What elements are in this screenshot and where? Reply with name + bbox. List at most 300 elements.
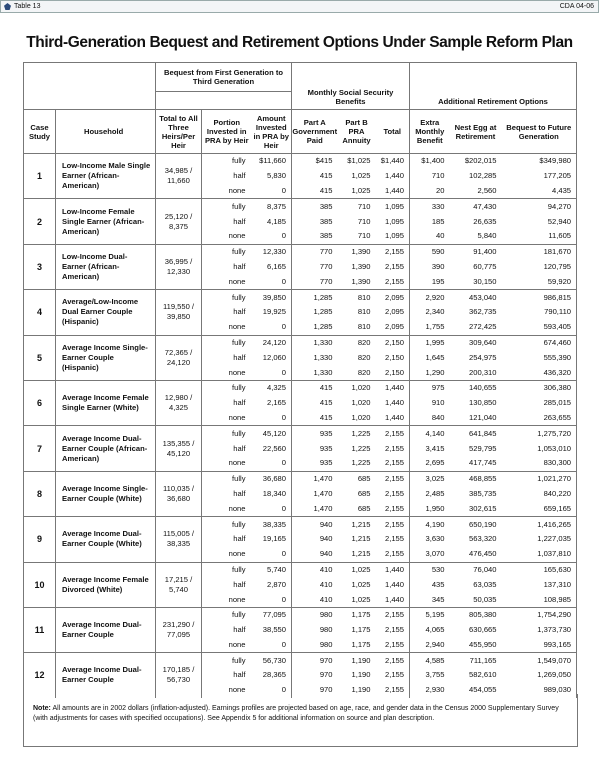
bequest-cell: 52,940 (502, 214, 577, 229)
portion-cell: none (228, 458, 246, 468)
part-b-cell: 820 (357, 352, 371, 362)
portion-cell: fully (202, 471, 252, 486)
amount-cell: 12,060 (252, 350, 292, 365)
bequest-cell: 181,670 (502, 244, 577, 259)
portion-cell: half (233, 625, 246, 635)
part-a-cell: 940 (319, 534, 333, 544)
part-b-cell: $1,025 (338, 154, 376, 169)
case-study-number: 4 (24, 290, 56, 335)
part-b-cell: 820 (338, 335, 376, 350)
bequest-cell: 840,220 (502, 487, 577, 502)
total-per-heir: 25,120 / 8,375 (156, 199, 202, 244)
header-household: Household (56, 110, 156, 154)
part-a-cell: 935 (292, 426, 338, 441)
bequest-cell: 263,655 (502, 411, 577, 426)
data-table-container (23, 62, 576, 698)
extra-cell: 2,340 (425, 307, 445, 317)
portion-cell: half (233, 352, 246, 362)
case-study-number: 9 (24, 517, 56, 562)
bequest-cell: 1,269,050 (502, 668, 577, 683)
amount-cell: 36,680 (252, 471, 292, 486)
bequest-cell: 11,605 (502, 229, 577, 244)
nest-egg-cell: 417,745 (469, 458, 497, 468)
portion-cell: none (228, 185, 246, 195)
portion-cell: none (228, 322, 246, 332)
amount-cell: 22,560 (252, 441, 292, 456)
amount-cell: 2,870 (252, 577, 292, 592)
amount-cell: 18,340 (252, 487, 292, 502)
table-row (24, 471, 577, 486)
part-b-cell: 1,175 (351, 639, 371, 649)
extra-cell: 330 (410, 199, 450, 214)
bequest-cell: 108,985 (502, 592, 577, 607)
nest-egg-cell: 362,735 (469, 307, 497, 317)
extra-cell: $1,400 (410, 154, 450, 169)
part-a-cell: 970 (319, 670, 333, 680)
extra-cell: 1,755 (425, 322, 445, 332)
extra-cell: 40 (436, 231, 445, 241)
amount-cell: 0 (252, 683, 292, 698)
table-row (24, 199, 577, 214)
portion-cell: fully (202, 244, 252, 259)
portion-cell: none (228, 685, 246, 695)
table-row (24, 380, 577, 395)
table-row (24, 607, 577, 622)
total-cell: 2,150 (376, 335, 410, 350)
amount-cell: 19,165 (252, 532, 292, 547)
amount-cell: 0 (252, 638, 292, 653)
portion-cell: half (233, 261, 246, 271)
part-b-cell: 1,390 (351, 276, 371, 286)
nest-egg-cell: 641,845 (450, 426, 502, 441)
nest-egg-cell: 302,615 (469, 503, 497, 513)
note-box (23, 694, 578, 747)
part-b-cell: 1,025 (351, 171, 371, 181)
extra-cell: 1,290 (425, 367, 445, 377)
case-study-number: 1 (24, 154, 56, 199)
extra-cell: 2,485 (425, 488, 445, 498)
nest-egg-cell: 121,040 (469, 412, 497, 422)
amount-cell: 0 (252, 229, 292, 244)
total-cell: 1,440 (376, 592, 410, 607)
part-b-cell: 1,025 (351, 594, 371, 604)
amount-cell: 5,740 (252, 562, 292, 577)
total-cell: 2,155 (376, 517, 410, 532)
extra-cell: 3,630 (425, 534, 445, 544)
portion-cell: fully (202, 154, 252, 169)
bequest-cell: 1,227,035 (502, 532, 577, 547)
household-label: Average Income Female Divorced (White) (56, 562, 156, 607)
nest-egg-cell: 476,450 (469, 549, 497, 559)
extra-cell: 840 (431, 412, 445, 422)
part-b-cell: 685 (357, 488, 371, 498)
part-b-cell: 1,215 (351, 549, 371, 559)
table-row (24, 517, 577, 532)
header-group-ss: Monthly Social Security Benefits (292, 63, 410, 110)
portion-cell: fully (202, 426, 252, 441)
extra-cell: 185 (431, 216, 445, 226)
extra-cell: 2,920 (410, 290, 450, 305)
nest-egg-cell: 91,400 (450, 244, 502, 259)
total-cell: 2,155 (376, 547, 410, 562)
extra-cell: 195 (431, 276, 445, 286)
portion-cell: fully (202, 653, 252, 668)
portion-cell: half (233, 171, 246, 181)
part-b-cell: 1,175 (338, 607, 376, 622)
table-body (24, 154, 577, 698)
extra-cell: 910 (431, 398, 445, 408)
portion-cell: none (228, 503, 246, 513)
note-text: All amounts are in 2002 dollars (inflation-adjusted). Earnings profiles are projected based on age, race, and gender data in the Census 2000 Supplementary Survey (with adjustments for cases with specified occupations). See Appendix 5 for additional information on source and plan description. (33, 705, 559, 722)
case-study-number: 10 (24, 562, 56, 607)
part-a-cell: 770 (319, 261, 333, 271)
bequest-cell: 1,037,810 (502, 547, 577, 562)
part-a-cell: 410 (319, 594, 333, 604)
total-cell: $1,440 (376, 154, 410, 169)
amount-cell: 39,850 (252, 290, 292, 305)
amount-cell: 8,375 (252, 199, 292, 214)
total-cell: 2,155 (376, 501, 410, 516)
header-extra-monthly: Extra Monthly Benefit (410, 110, 450, 154)
part-b-cell: 1,390 (338, 244, 376, 259)
bequest-cell: 4,435 (502, 184, 577, 199)
household-label: Low-Income Male Single Earner (African-American) (56, 154, 156, 199)
part-a-cell: 1,285 (313, 307, 333, 317)
portion-cell: half (233, 216, 246, 226)
portion-cell: fully (202, 199, 252, 214)
table-row (24, 653, 577, 668)
part-b-cell: 1,190 (351, 685, 371, 695)
bequest-cell: 1,021,270 (502, 471, 577, 486)
amount-cell: 38,550 (252, 623, 292, 638)
nest-egg-cell: 272,425 (469, 322, 497, 332)
extra-cell: 710 (431, 171, 445, 181)
part-a-cell: 415 (292, 380, 338, 395)
part-b-cell: 1,025 (338, 562, 376, 577)
nest-egg-cell: 50,035 (473, 594, 497, 604)
amount-cell: 0 (252, 547, 292, 562)
total-cell: 2,155 (376, 441, 410, 456)
part-b-cell: 710 (357, 216, 371, 226)
header-amount-invested: Amount Invested in PRA by Heir (252, 110, 292, 154)
portion-cell: fully (202, 380, 252, 395)
total-cell: 2,155 (376, 607, 410, 622)
total-cell: 1,440 (376, 169, 410, 184)
part-a-cell: $415 (292, 154, 338, 169)
total-cell: 2,095 (376, 290, 410, 305)
portion-cell: none (228, 276, 246, 286)
amount-cell: 0 (252, 320, 292, 335)
nest-egg-cell: 5,840 (477, 231, 497, 241)
part-b-cell: 1,225 (338, 426, 376, 441)
extra-cell: 975 (410, 380, 450, 395)
nest-egg-cell: 650,190 (450, 517, 502, 532)
extra-cell: 435 (431, 579, 445, 589)
bequest-cell: 1,373,730 (502, 623, 577, 638)
total-cell: 2,155 (376, 683, 410, 698)
extra-cell: 20 (436, 185, 445, 195)
amount-cell: 24,120 (252, 335, 292, 350)
portion-cell: half (233, 579, 246, 589)
bequest-cell: 177,205 (502, 169, 577, 184)
amount-cell: $11,660 (252, 154, 292, 169)
nest-egg-cell: 102,285 (469, 171, 497, 181)
part-a-cell: 1,330 (313, 352, 333, 362)
amount-cell: 38,335 (252, 517, 292, 532)
case-study-number: 8 (24, 471, 56, 516)
extra-cell: 590 (410, 244, 450, 259)
bequest-cell: 94,270 (502, 199, 577, 214)
portion-cell: none (228, 639, 246, 649)
header-portion-invested: Portion Invested in PRA by Heir (202, 110, 252, 154)
part-a-cell: 385 (292, 199, 338, 214)
part-b-cell: 1,020 (351, 412, 371, 422)
total-cell: 2,150 (376, 365, 410, 380)
part-b-cell: 1,025 (351, 185, 371, 195)
bequest-cell: 306,380 (502, 380, 577, 395)
bequest-cell: 993,165 (502, 638, 577, 653)
amount-cell: 2,165 (252, 396, 292, 411)
bequest-cell: 137,310 (502, 577, 577, 592)
part-a-cell: 940 (319, 549, 333, 559)
nest-egg-cell: 385,735 (469, 488, 497, 498)
part-b-cell: 685 (357, 503, 371, 513)
case-study-number: 3 (24, 244, 56, 289)
table-row (24, 154, 577, 169)
total-cell: 1,440 (376, 577, 410, 592)
portion-cell: none (228, 594, 246, 604)
portion-cell: half (233, 670, 246, 680)
nest-egg-cell: 63,035 (473, 579, 497, 589)
part-b-cell: 810 (357, 307, 371, 317)
part-b-cell: 810 (338, 290, 376, 305)
extra-cell: 1,995 (410, 335, 450, 350)
nest-egg-cell: 454,055 (469, 685, 497, 695)
window-top-bar (0, 0, 599, 13)
heritage-logo-icon (4, 3, 11, 10)
bequest-cell: 165,630 (502, 562, 577, 577)
portion-cell: none (228, 231, 246, 241)
total-cell: 2,155 (376, 653, 410, 668)
bequest-cell: 986,815 (502, 290, 577, 305)
part-b-cell: 710 (357, 231, 371, 241)
total-per-heir: 119,550 / 39,850 (156, 290, 202, 335)
note-label: Note: (33, 705, 51, 712)
extra-cell: 4,585 (410, 653, 450, 668)
total-per-heir: 36,995 / 12,330 (156, 244, 202, 289)
amount-cell: 0 (252, 592, 292, 607)
header-total-all-heirs: Total to All Three Heirs/Per Heir (156, 110, 202, 154)
total-cell: 2,155 (376, 623, 410, 638)
nest-egg-cell: 130,850 (469, 398, 497, 408)
part-b-cell: 820 (357, 367, 371, 377)
bequest-cell: 989,030 (502, 683, 577, 698)
portion-cell: fully (202, 607, 252, 622)
part-a-cell: 415 (319, 398, 333, 408)
portion-cell: half (233, 398, 246, 408)
portion-cell: half (233, 534, 246, 544)
nest-egg-cell: 254,975 (469, 352, 497, 362)
household-label: Average Income Single-Earner Couple (Hispanic) (56, 335, 156, 380)
part-a-cell: 385 (319, 216, 333, 226)
header-bequest-future: Bequest to Future Generation (502, 110, 577, 154)
extra-cell: 4,190 (410, 517, 450, 532)
amount-cell: 5,830 (252, 169, 292, 184)
nest-egg-cell: 582,610 (469, 670, 497, 680)
amount-cell: 6,165 (252, 260, 292, 275)
extra-cell: 2,940 (425, 639, 445, 649)
total-per-heir: 72,365 / 24,120 (156, 335, 202, 380)
total-cell: 1,440 (376, 184, 410, 199)
header-blank (24, 63, 156, 92)
total-cell: 2,155 (376, 456, 410, 471)
part-a-cell: 1,470 (292, 471, 338, 486)
bequest-cell: 659,165 (502, 501, 577, 516)
part-a-cell: 415 (319, 412, 333, 422)
extra-cell: 3,755 (425, 670, 445, 680)
part-b-cell: 1,190 (338, 653, 376, 668)
extra-cell: 530 (410, 562, 450, 577)
nest-egg-cell: 309,640 (450, 335, 502, 350)
extra-cell: 345 (431, 594, 445, 604)
part-b-cell: 1,390 (351, 261, 371, 271)
data-table (23, 62, 577, 698)
bequest-cell: 790,110 (502, 305, 577, 320)
total-cell: 1,440 (376, 396, 410, 411)
total-cell: 1,095 (376, 214, 410, 229)
nest-egg-cell: 47,430 (450, 199, 502, 214)
header-case-study: Case Study (24, 110, 56, 154)
bequest-cell: $349,980 (502, 154, 577, 169)
household-label: Average Income Female Single Earner (White) (56, 380, 156, 425)
nest-egg-cell: 30,150 (473, 276, 497, 286)
nest-egg-cell: 455,950 (469, 639, 497, 649)
total-per-heir: 135,355 / 45,120 (156, 426, 202, 471)
household-label: Average Income Single-Earner Couple (White) (56, 471, 156, 516)
bequest-cell: 674,460 (502, 335, 577, 350)
portion-cell: half (233, 307, 246, 317)
portion-cell: fully (202, 562, 252, 577)
part-a-cell: 385 (319, 231, 333, 241)
part-b-cell: 1,020 (338, 380, 376, 395)
total-cell: 2,155 (376, 471, 410, 486)
part-a-cell: 935 (319, 443, 333, 453)
portion-cell: fully (202, 335, 252, 350)
report-code: CDA 04-06 (559, 3, 594, 10)
part-a-cell: 415 (319, 171, 333, 181)
amount-cell: 0 (252, 184, 292, 199)
part-b-cell: 1,190 (351, 670, 371, 680)
header-part-b: Part B PRA Annuity (338, 110, 376, 154)
table-row (24, 290, 577, 305)
total-cell: 2,155 (376, 426, 410, 441)
part-b-cell: 710 (338, 199, 376, 214)
extra-cell: 3,070 (425, 549, 445, 559)
portion-cell: half (233, 443, 246, 453)
nest-egg-cell: 468,855 (450, 471, 502, 486)
household-label: Average Income Dual-Earner Couple (56, 607, 156, 652)
amount-cell: 4,325 (252, 380, 292, 395)
table-row (24, 426, 577, 441)
total-cell: 2,155 (376, 260, 410, 275)
extra-cell: 390 (431, 261, 445, 271)
bequest-cell: 59,920 (502, 274, 577, 289)
total-cell: 2,155 (376, 274, 410, 289)
bequest-cell: 1,053,010 (502, 441, 577, 456)
portion-cell: half (233, 488, 246, 498)
amount-cell: 19,925 (252, 305, 292, 320)
household-label: Average/Low-Income Dual Earner Couple (Hispanic) (56, 290, 156, 335)
extra-cell: 2,695 (425, 458, 445, 468)
part-b-cell: 1,215 (338, 517, 376, 532)
bequest-cell: 120,795 (502, 260, 577, 275)
total-cell: 2,095 (376, 305, 410, 320)
portion-cell: none (228, 549, 246, 559)
household-label: Average Income Dual-Earner Couple (56, 653, 156, 698)
part-a-cell: 1,470 (313, 503, 333, 513)
part-b-cell: 1,025 (351, 579, 371, 589)
part-a-cell: 1,470 (313, 488, 333, 498)
part-b-cell: 1,215 (351, 534, 371, 544)
nest-egg-cell: $202,015 (450, 154, 502, 169)
header-total: Total (376, 110, 410, 154)
extra-cell: 5,195 (410, 607, 450, 622)
part-a-cell: 410 (292, 562, 338, 577)
bequest-cell: 1,416,265 (502, 517, 577, 532)
total-cell: 1,440 (376, 411, 410, 426)
table-row (24, 562, 577, 577)
amount-cell: 0 (252, 365, 292, 380)
amount-cell: 12,330 (252, 244, 292, 259)
nest-egg-cell: 60,775 (473, 261, 497, 271)
extra-cell: 2,930 (425, 685, 445, 695)
nest-egg-cell: 76,040 (450, 562, 502, 577)
nest-egg-cell: 529,795 (469, 443, 497, 453)
nest-egg-cell: 805,380 (450, 607, 502, 622)
nest-egg-cell: 140,655 (450, 380, 502, 395)
total-cell: 2,155 (376, 532, 410, 547)
table-row (24, 335, 577, 350)
bequest-cell: 285,015 (502, 396, 577, 411)
part-b-cell: 810 (357, 322, 371, 332)
amount-cell: 4,185 (252, 214, 292, 229)
portion-cell: fully (202, 290, 252, 305)
part-b-cell: 1,225 (351, 443, 371, 453)
total-per-heir: 110,035 / 36,680 (156, 471, 202, 516)
total-cell: 1,095 (376, 229, 410, 244)
part-b-cell: 1,175 (351, 625, 371, 635)
table-label: Table 13 (14, 3, 41, 10)
part-a-cell: 410 (319, 579, 333, 589)
header-nest-egg: Nest Egg at Retirement (450, 110, 502, 154)
bequest-cell: 830,300 (502, 456, 577, 471)
total-cell: 2,150 (376, 350, 410, 365)
extra-cell: 3,025 (410, 471, 450, 486)
amount-cell: 56,730 (252, 653, 292, 668)
part-a-cell: 1,330 (313, 367, 333, 377)
amount-cell: 28,365 (252, 668, 292, 683)
total-per-heir: 17,215 / 5,740 (156, 562, 202, 607)
portion-cell: none (228, 367, 246, 377)
total-cell: 2,155 (376, 638, 410, 653)
part-b-cell: 685 (338, 471, 376, 486)
nest-egg-cell: 453,040 (450, 290, 502, 305)
total-per-heir: 231,290 / 77,095 (156, 607, 202, 652)
household-label: Average Income Dual-Earner Couple (White) (56, 517, 156, 562)
total-cell: 1,440 (376, 562, 410, 577)
nest-egg-cell: 563,320 (469, 534, 497, 544)
header-group-additional: Additional Retirement Options (410, 63, 577, 110)
